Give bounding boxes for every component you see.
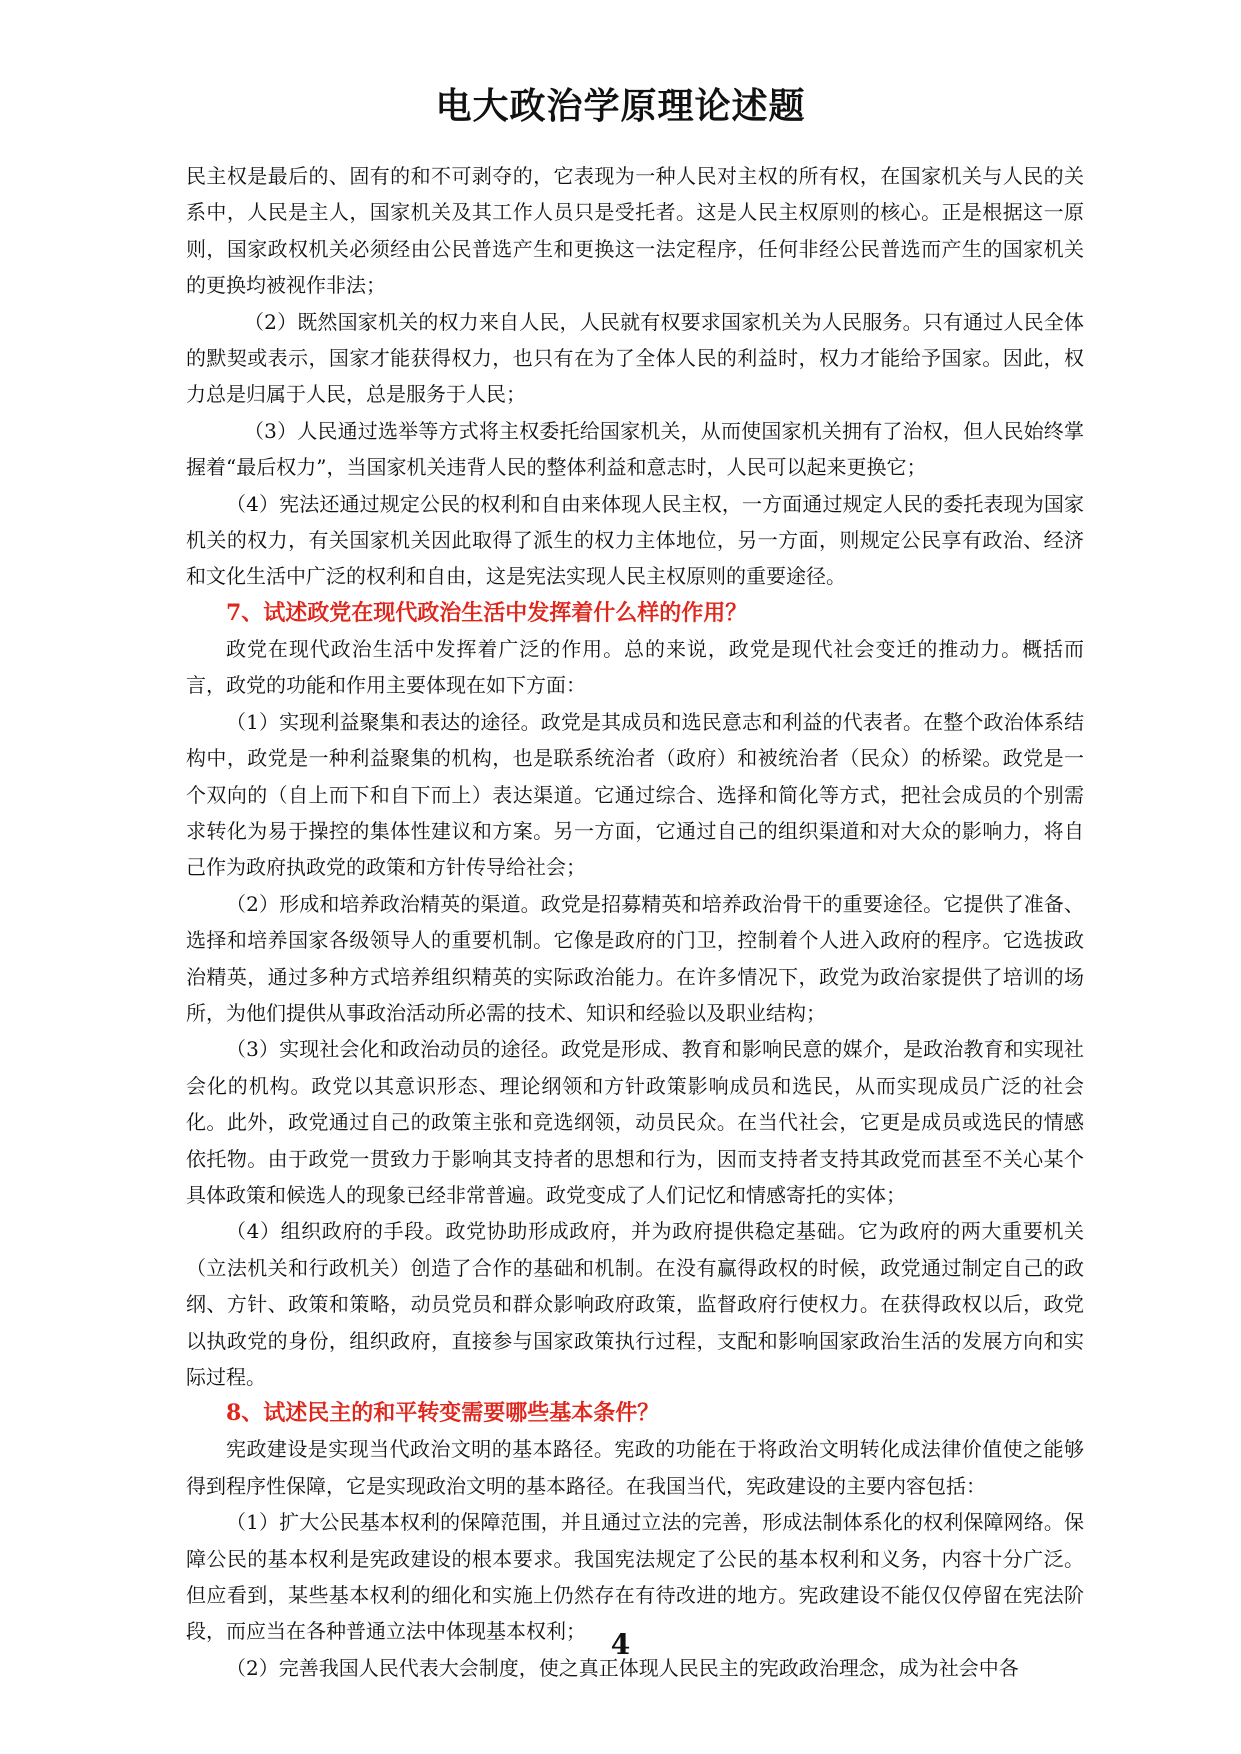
paragraph: 民主权是最后的、固有的和不可剥夺的，它表现为一种人民对主权的所有权，在国家机关与人民的关系中，人民是主人，国家机关及其工作人员只是受托者。这是人民主权原则的核心。正是根据这一原则，国家政权机关必须经由公民普选产生和更换这一法定程序，任何非经公民普选而产生的国家机关的更换均被视作非法；	[186, 164, 1084, 298]
paragraph: （3）实现社会化和政治动员的途径。政党是形成、教育和影响民意的媒介，是政治教育和实现社会化的机构。政党以其意识形态、理论纲领和方针政策影响成员和选民，从而实现成员广泛的社会化。此外，政党通过自己的政策主张和竞选纲领，动员民众。在当代社会，它更是成员或选民的情感依托物。由于政党一贯致力于影响其支持者的思想和行为，因而支持者支持其政党而甚至不关心某个具体政策和候选人的现象已经非常普遍。政党变成了人们记忆和情感寄托的实体；	[186, 1037, 1084, 1207]
section-heading: 7、试述政党在现代政治生活中发挥着什么样的作用？	[226, 599, 748, 626]
paragraph: （2）完善我国人民代表大会制度，使之真正体现人民民主的宪政政治理念，成为社会中各	[226, 1655, 1019, 1680]
paragraph: 政党在现代政治生活中发挥着广泛的作用。总的来说，政党是现代社会变迁的推动力。概括而言，政党的功能和作用主要体现在如下方面：	[186, 636, 1084, 698]
paragraph: （4）组织政府的手段。政党协助形成政府，并为政府提供稳定基础。它为政府的两大重要机关（立法机关和行政机关）创造了合作的基础和机制。在没有赢得政权的时候，政党通过制定自己的政纲、方针、政策和策略，动员党员和群众影响政府政策，监督政府行使权力。在获得政权以后，政党以执政党的身份，组织政府，直接参与国家政策执行过程，支配和影响国家政治生活的发展方向和实际过程。	[186, 1219, 1084, 1389]
document-title: 电大政治学原理论述题	[435, 85, 806, 127]
paragraph: 宪政建设是实现当代政治文明的基本路径。宪政的功能在于将政治文明转化成法律价值使之能够得到程序性保障，它是实现政治文明的基本路径。在我国当代，宪政建设的主要内容包括：	[186, 1437, 1084, 1498]
document-body	[186, 158, 1084, 1686]
page-number: 4	[610, 1628, 631, 1661]
paragraph: （2）形成和培养政治精英的渠道。政党是招募精英和培养政治骨干的重要途径。它提供了准备、选择和培养国家各级领导人的重要机制。它像是政府的门卫，控制着个人进入政府的程序。它选拔政治精英，通过多种方式培养组织精英的实际政治能力。在许多情况下，政党为政治家提供了培训的场所，为他们提供从事政治活动所必需的技术、知识和经验以及职业结构；	[186, 891, 1084, 1025]
paragraph: （4）宪法还通过规定公民的权利和自由来体现人民主权，一方面通过规定人民的委托表现为国家机关的权力，有关国家机关因此取得了派生的权力主体地位，另一方面，则规定公民享有政治、经济和文化生活中广泛的权利和自由，这是宪法实现人民主权原则的重要途径。	[186, 491, 1084, 589]
paragraph: （1）扩大公民基本权利的保障范围，并且通过立法的完善，形成法制体系化的权利保障网络。保障公民的基本权利是宪政建设的根本要求。我国宪法规定了公民的基本权利和义务，内容十分广泛。但应看到，某些基本权利的细化和实施上仍然存在有待改进的地方。宪政建设不能仅仅停留在宪法阶段，而应当在各种普通立法中体现基本权利；	[186, 1510, 1084, 1644]
paragraph: （2）既然国家机关的权力来自人民，人民就有权要求国家机关为人民服务。只有通过人民全体的默契或表示，国家才能获得权力，也只有在为了全体人民的利益时，权力才能给予国家。因此，权力总是归属于人民，总是服务于人民；	[186, 309, 1084, 407]
paragraph: （1）实现利益聚集和表达的途径。政党是其成员和选民意志和利益的代表者。在整个政治体系结构中，政党是一种利益聚集的机构，也是联系统治者（政府）和被统治者（民众）的桥梁。政党是一个双向的（自上而下和自下而上）表达渠道。它通过综合、选择和简化等方式，把社会成员的个别需求转化为易于操控的集体性建议和方案。另一方面，它通过自己的组织渠道和对大众的影响力，将自己作为政府执政党的政策和方针传导给社会；	[186, 709, 1084, 880]
paragraph: （3）人民通过选举等方式将主权委托给国家机关，从而使国家机关拥有了治权，但人民始终掌握着“最后权力”，当国家机关违背人民的整体利益和意志时，人民可以起来更换它；	[186, 418, 1084, 480]
section-heading: 8、试述民主的和平转变需要哪些基本条件？	[226, 1400, 660, 1427]
